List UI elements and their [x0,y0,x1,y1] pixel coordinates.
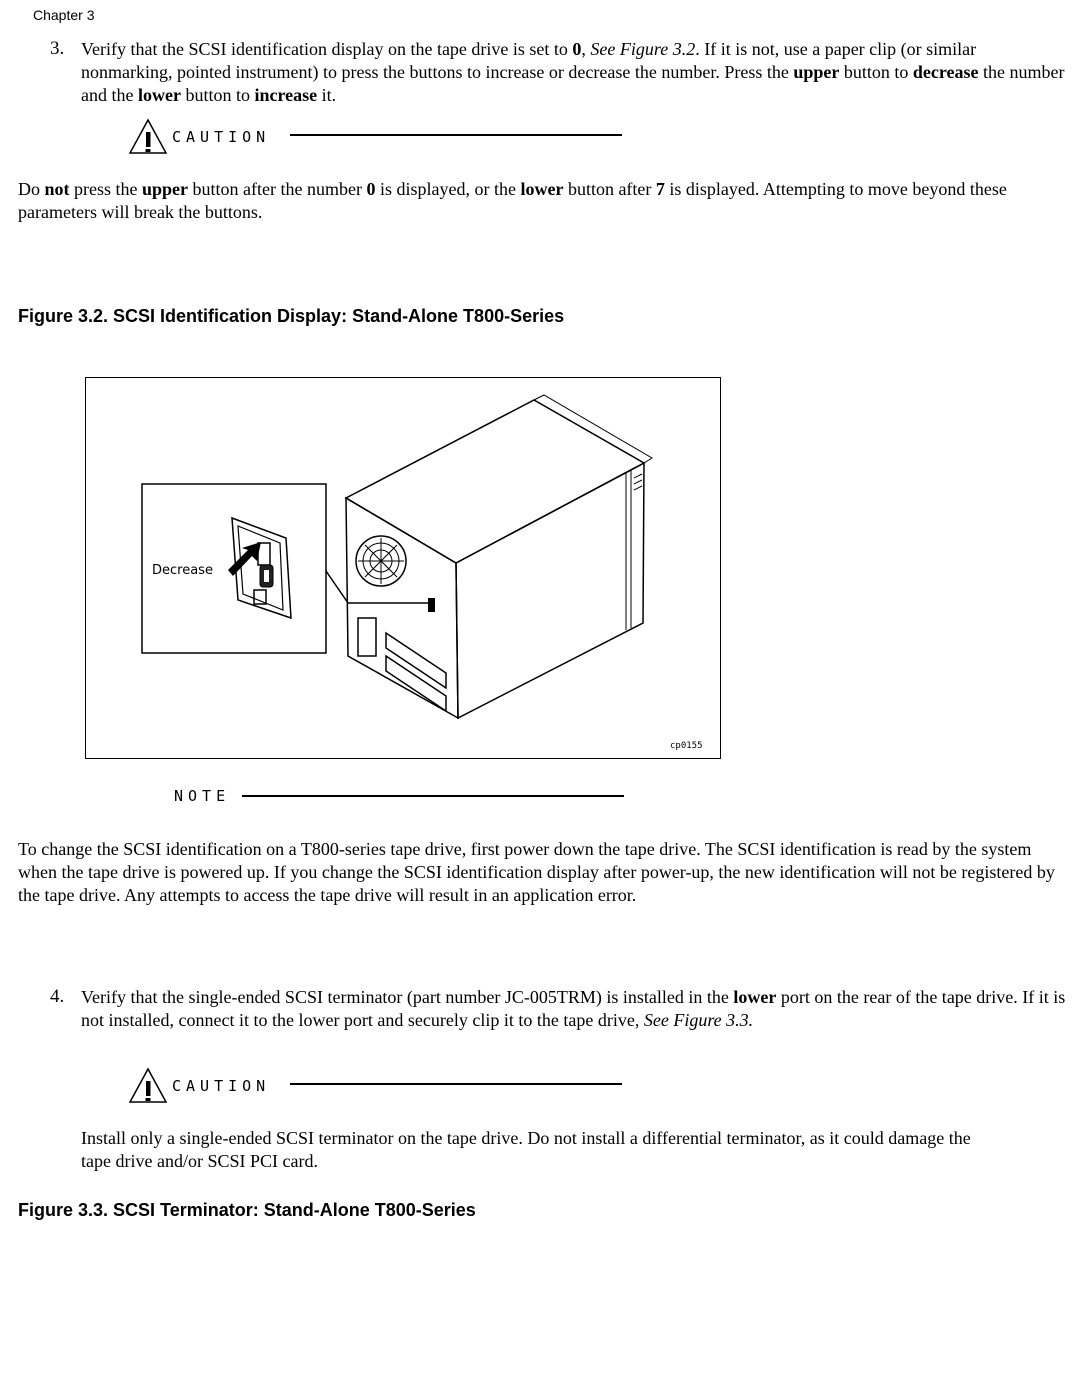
bold-run: lower [137,85,181,105]
bold-run: lower [733,987,777,1007]
caution-label: CAUTION [172,128,271,146]
text-run: button to [180,85,255,105]
caution-label: CAUTION [172,1077,271,1095]
text-run: it. [317,85,337,105]
step-number: 3. [50,38,65,59]
text-run: button to [839,62,913,82]
text-run: button after [563,179,656,199]
figure-reference: See Figure 3.3. [643,1010,754,1030]
caution-rule [290,134,622,136]
bold-run: not [44,179,70,199]
figure-title: Figure 3.2. SCSI Identification Display: Stand-Alone T800-Series [18,306,565,326]
bold-run: 0 [572,39,582,59]
caution-text [18,178,1048,224]
step-3-text [81,38,1066,107]
text-run: the number and the [81,62,1065,105]
bold-run: upper [793,62,840,82]
text-run: is displayed, or the [375,179,521,199]
note-label: NOTE [174,787,231,805]
figure-reference: See Figure 3.2 [590,39,696,59]
text-run: . If it is not, use a paper clip (or similar nonmarking, pointed instrument) to press the buttons to increase or decrease the number. Press the [81,39,977,82]
text-run: port on the rear of the tape drive. If it is not installed, connect it to the lower port and securely clip it to the tape drive, [81,987,1066,1030]
text-run: Verify that the single-ended SCSI terminator (part number JC-005TRM) is installed in the [81,987,734,1007]
text-run: is displayed. Attempting to move beyond these parameters will break the buttons. [18,179,1007,222]
text-run: Do [18,179,45,199]
note-text: To change the SCSI identification on a T800-series tape drive, first power down the tape drive. The SCSI identification is read by the system when the tape drive is powered up. If you change the SCSI identification display after power-up, the new identification will not be registered by the tape drive. Any attempts to access the tape drive will result in an application error. [18,839,1055,905]
caution-heading [128,118,628,156]
decrease-label: Decrease [152,563,213,578]
figure-title: Figure 3.3. SCSI Terminator: Stand-Alone T800-Series [18,1200,476,1220]
bold-run: 0 [366,179,376,199]
bold-run: upper [142,179,189,199]
chapter-header: Chapter 3 [33,7,95,23]
warning-triangle-icon [128,1067,168,1105]
note-heading [174,787,634,807]
text-run: press the [69,179,142,199]
bold-run: lower [520,179,564,199]
caution-rule [290,1083,622,1085]
bold-run: increase [254,85,318,105]
bold-run: decrease [912,62,979,82]
note-rule [242,795,624,797]
caution-heading [128,1067,628,1105]
text-run: button after the number [188,179,367,199]
caution-text: Install only a single-ended SCSI terminator on the tape drive. Do not install a differential terminator, as it could damage the tape drive and/or SCSI PCI card. [81,1128,971,1171]
text-run: , [581,39,591,59]
step-4-text [81,986,1066,1032]
warning-triangle-icon [128,118,168,156]
figure-code: cp0155 [670,741,703,751]
text-run: Verify that the SCSI identification display on the tape drive is set to [81,39,573,59]
step-number: 4. [50,986,65,1007]
bold-run: 7 [655,179,665,199]
figure-3-2-illustration [85,377,721,759]
